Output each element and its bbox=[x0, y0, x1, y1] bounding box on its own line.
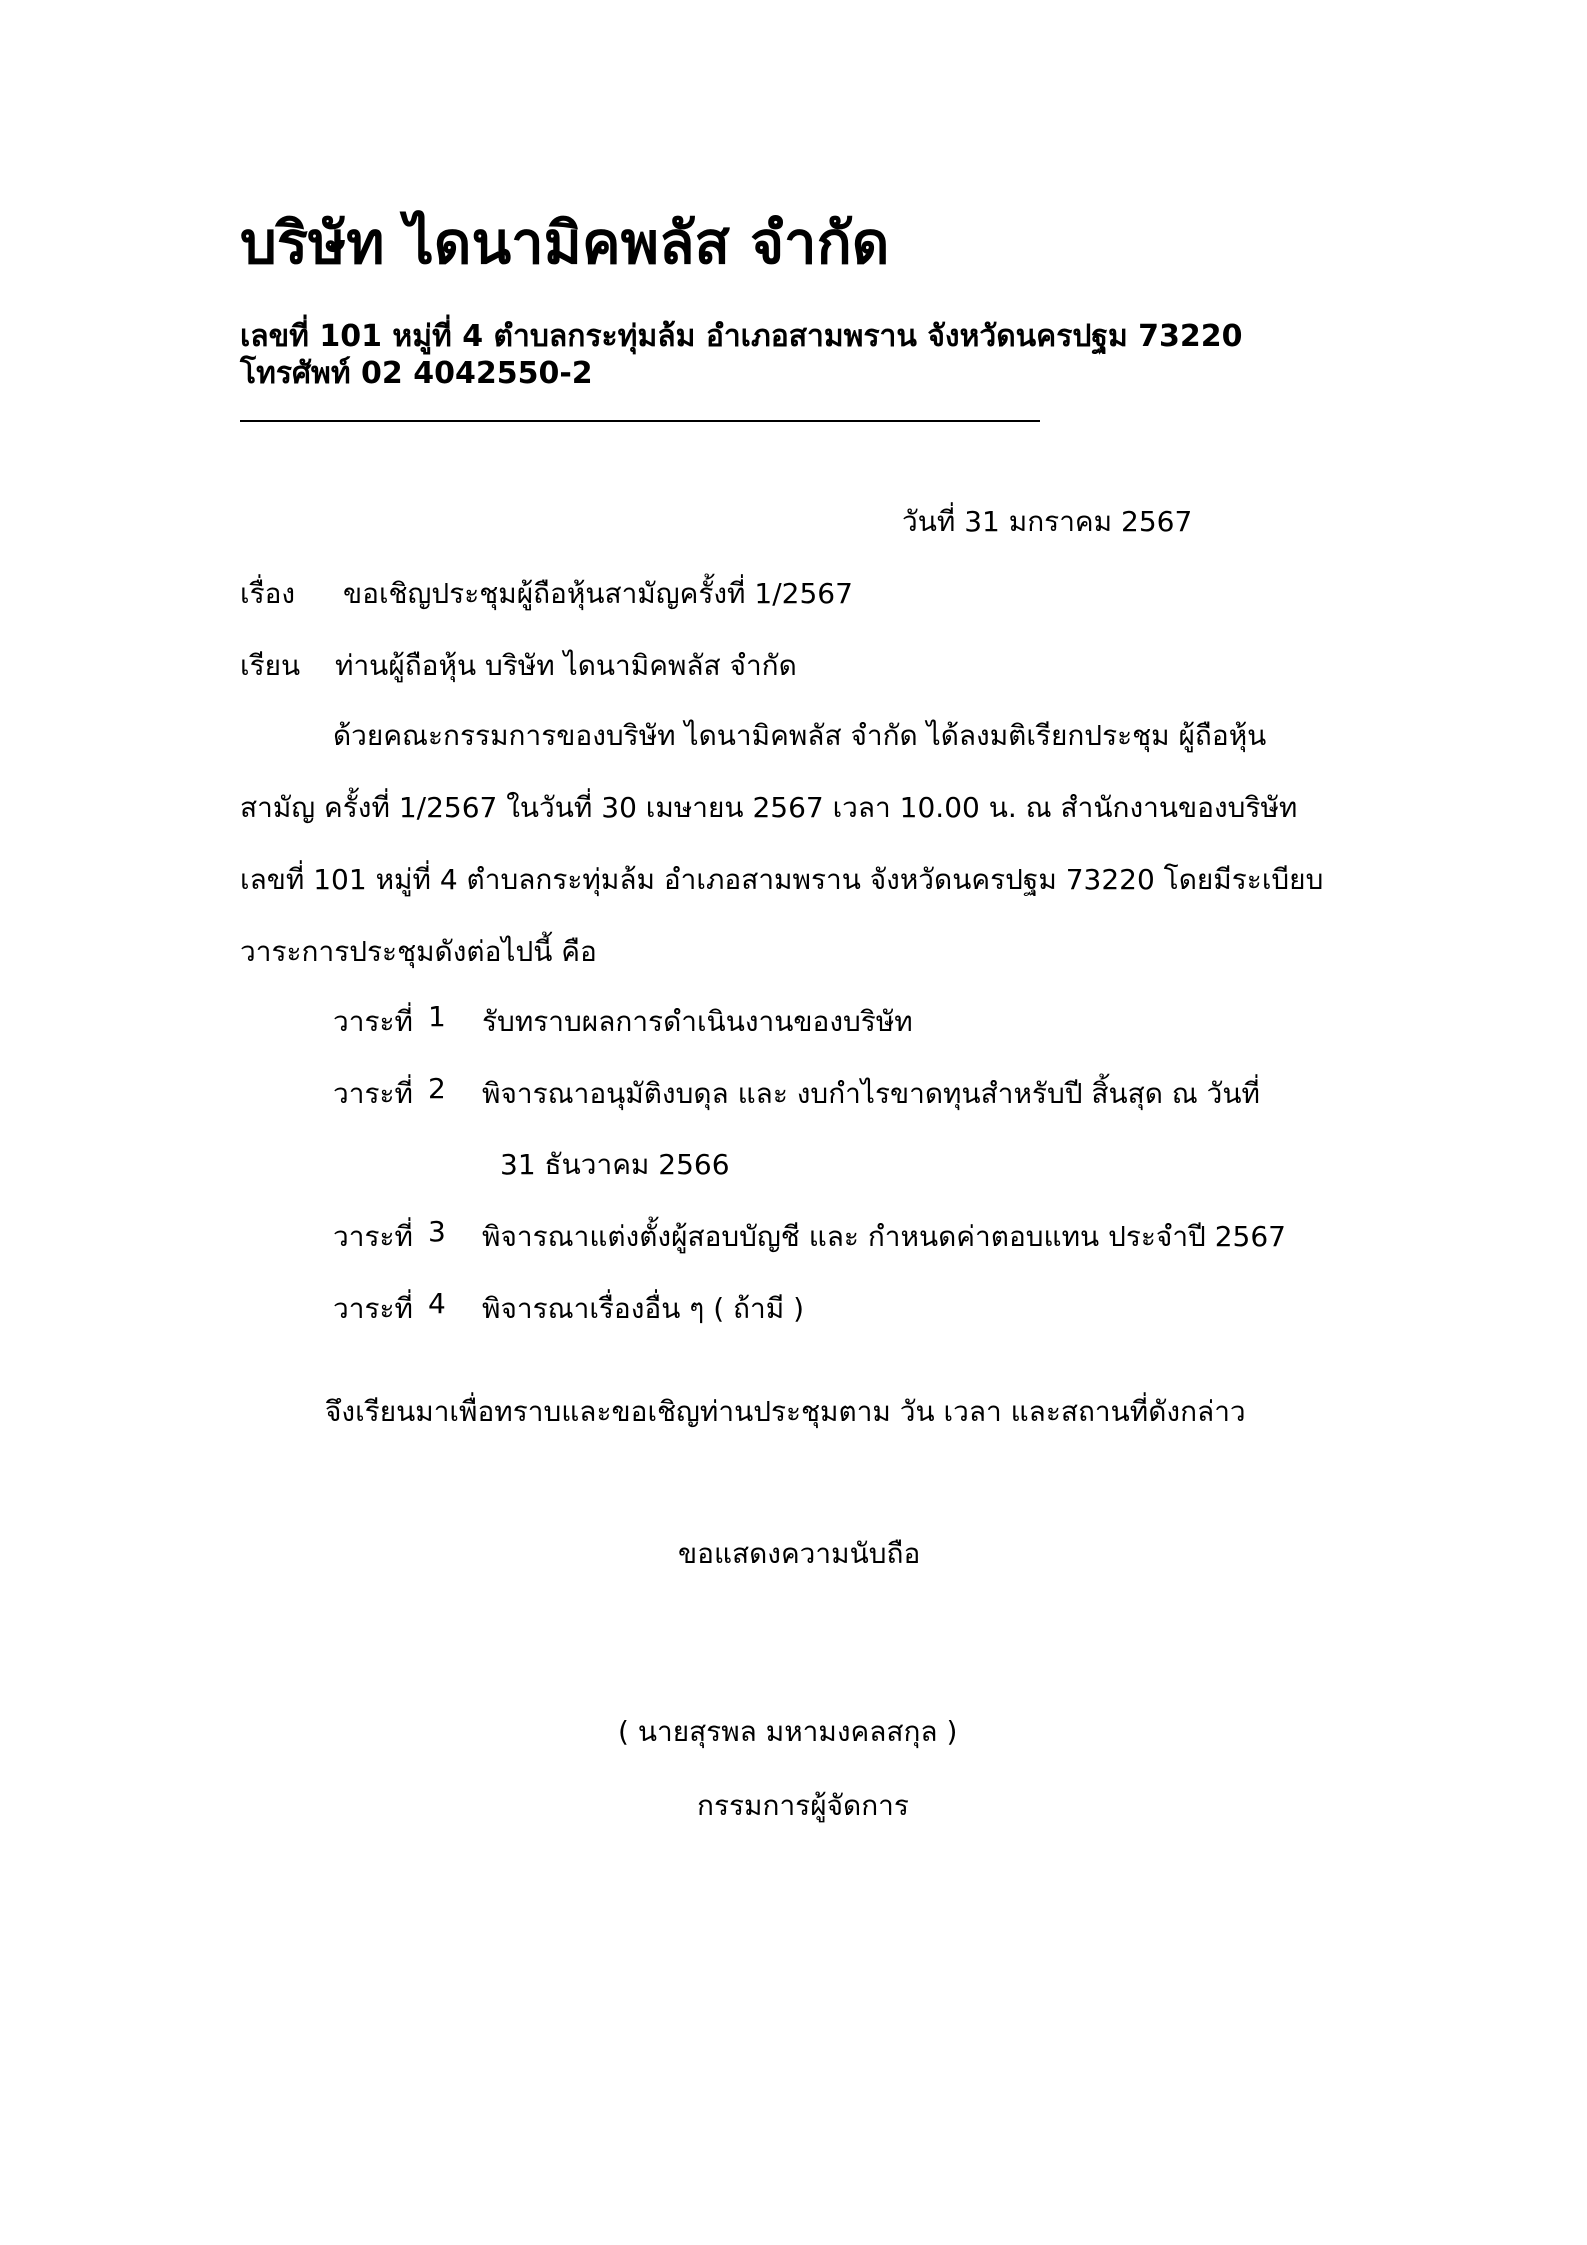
agenda-label: วาระที่ bbox=[333, 1292, 413, 1325]
agenda-label: วาระที่ bbox=[333, 1077, 413, 1110]
header-divider bbox=[240, 420, 1040, 422]
body-line: ด้วยคณะกรรมการของบริษัท ไดนามิคพลัส จำกัด ได้ลงมติเรียกประชุม ผู้ถือหุ้น bbox=[333, 719, 1267, 752]
agenda-text: พิจารณาอนุมัติงบดุล และ งบกำไรขาดทุนสำหรับปี สิ้นสุด ณ วันที่ bbox=[482, 1077, 1260, 1110]
agenda-number: 2 bbox=[428, 1072, 446, 1105]
signer-title: กรรมการผู้จัดการ bbox=[697, 1789, 909, 1822]
subject-label: เรื่อง bbox=[240, 577, 296, 610]
body-line: เลขที่ 101 หมู่ที่ 4 ตำบลกระทุ่มล้ม อำเภอสามพราน จังหวัดนครปฐม 73220 โดยมีระเบียบ bbox=[240, 863, 1324, 896]
agenda-text: รับทราบผลการดำเนินงานของบริษัท bbox=[482, 1005, 913, 1038]
agenda-number: 4 bbox=[428, 1287, 446, 1320]
agenda-text-continuation: 31 ธันวาคม 2566 bbox=[500, 1148, 730, 1181]
recipient-label: เรียน bbox=[240, 649, 301, 682]
agenda-number: 1 bbox=[428, 1000, 446, 1033]
signer-name: ( นายสุรพล มหามงคลสกุล ) bbox=[618, 1715, 958, 1748]
company-name: บริษัท ไดนามิคพลัส จำกัด bbox=[240, 209, 890, 277]
body-line: สามัญ ครั้งที่ 1/2567 ในวันที่ 30 เมษายน 2567 เวลา 10.00 น. ณ สำนักงานของบริษัท bbox=[240, 791, 1298, 824]
company-address-block bbox=[240, 318, 1243, 392]
agenda-label: วาระที่ bbox=[333, 1220, 413, 1253]
agenda-text: พิจารณาแต่งตั้งผู้สอบบัญชี และ กำหนดค่าตอบแทน ประจำปี 2567 bbox=[482, 1220, 1286, 1253]
company-phone: โทรศัพท์ 02 4042550-2 bbox=[240, 356, 593, 391]
agenda-label: วาระที่ bbox=[333, 1005, 413, 1038]
recipient-text: ท่านผู้ถือหุ้น บริษัท ไดนามิคพลัส จำกัด bbox=[335, 649, 797, 682]
company-address: เลขที่ 101 หมู่ที่ 4 ตำบลกระทุ่มล้ม อำเภอสามพราน จังหวัดนครปฐม 73220 bbox=[240, 319, 1243, 354]
agenda-text: พิจารณาเรื่องอื่น ๆ ( ถ้ามี ) bbox=[482, 1292, 804, 1325]
letter-date: วันที่ 31 มกราคม 2567 bbox=[902, 505, 1193, 538]
closing-text: จึงเรียนมาเพื่อทราบและขอเชิญท่านประชุมตาม วัน เวลา และสถานที่ดังกล่าว bbox=[325, 1395, 1246, 1428]
agenda-number: 3 bbox=[428, 1215, 446, 1248]
regards-text: ขอแสดงความนับถือ bbox=[678, 1537, 921, 1570]
subject-text: ขอเชิญประชุมผู้ถือหุ้นสามัญครั้งที่ 1/2567 bbox=[343, 577, 853, 610]
body-line: วาระการประชุมดังต่อไปนี้ คือ bbox=[240, 935, 597, 968]
